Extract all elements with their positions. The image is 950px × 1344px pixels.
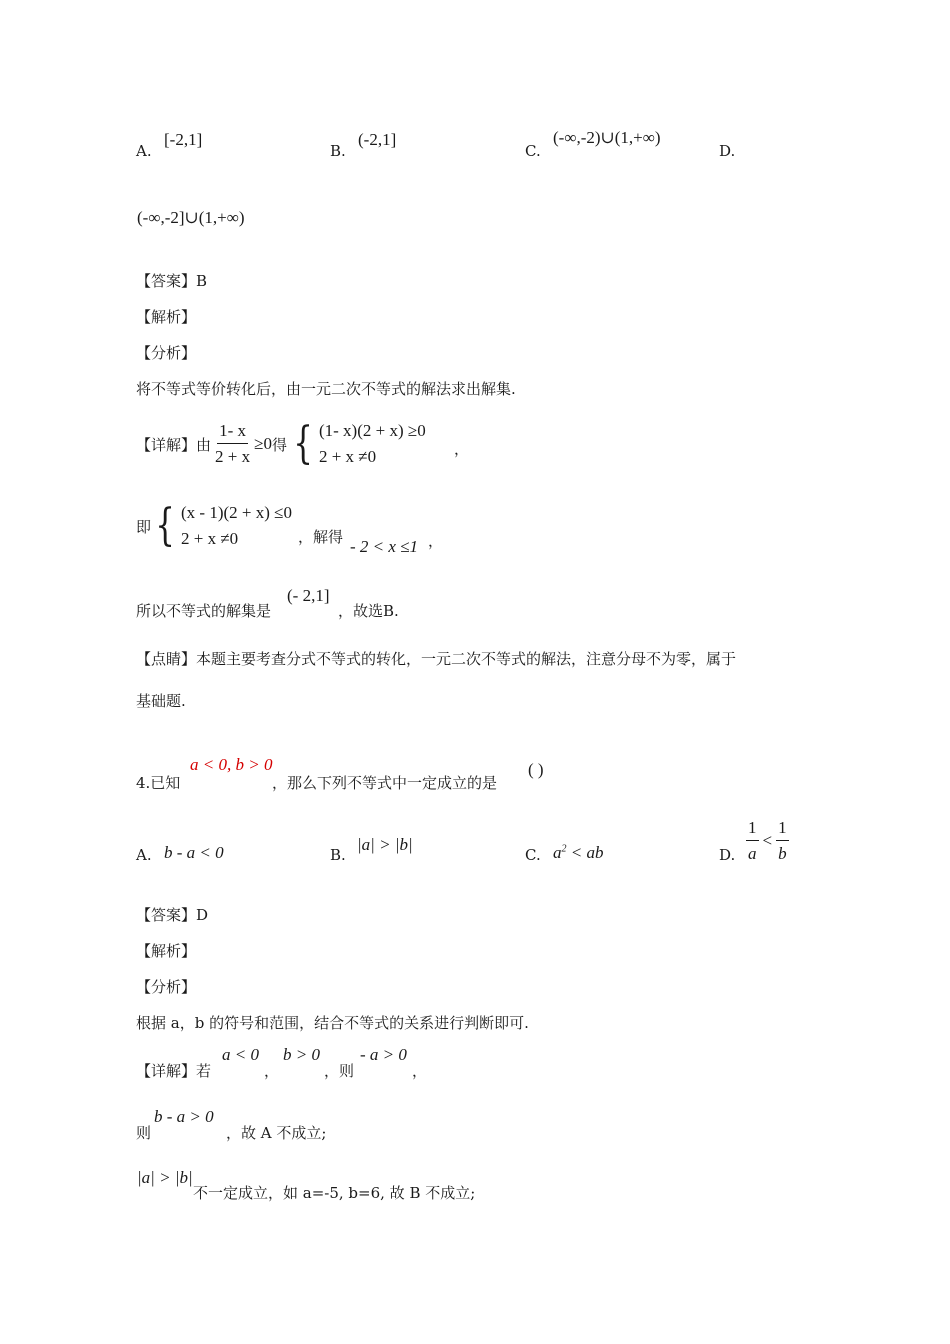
q3-ji-line	[136, 500, 292, 552]
q3-option-a-value: [-2,1]	[164, 130, 203, 149]
q4-option-b-value: |a| > |b|	[357, 835, 413, 854]
q4-detail-label: 【详解】若	[136, 1062, 212, 1080]
q3-detail-frac-den: 2 + x	[215, 447, 251, 466]
q4-stem-paren: ( )	[528, 760, 544, 779]
q4-option-b-label: B.	[330, 846, 346, 864]
q3-jiede-label: ，解得	[298, 528, 344, 546]
q3-ji-label: 即	[136, 517, 152, 536]
q3-detail-comma: ，	[454, 440, 470, 458]
q4-answer: 【答案】D	[136, 906, 209, 924]
q4-option-c-value	[553, 843, 603, 863]
q4-option-d-frac1	[746, 818, 759, 863]
q4-detail-neg-a: - a > 0	[360, 1045, 407, 1064]
q3-detail-label: 【详解】由	[136, 435, 212, 454]
q3-comment-line2: 基础题.	[136, 692, 186, 710]
q4-stem-condition: a < 0, b > 0	[190, 755, 273, 774]
q3-jiede-value: - 2 < x ≤1	[350, 537, 419, 556]
q4-detail-ze: ，则	[324, 1062, 355, 1080]
q3-comment-line1: 【点睛】本题主要考查分式不等式的转化，一元二次不等式的解法，注意分母不为零，属于	[136, 650, 737, 668]
q3-solution-prefix: 所以不等式的解集是	[136, 602, 272, 620]
q3-ji-line1: (x - 1)(2 + x) ≤0	[181, 503, 292, 522]
q3-option-a-label: A.	[136, 142, 152, 160]
q4-fenxi-heading: 【分析】	[136, 978, 197, 996]
q4-option-d-value	[746, 818, 789, 863]
q4-fenxi-text: 根据 a，b 的符号和范围，结合不等式的关系进行判断即可.	[136, 1014, 529, 1032]
q4-line2-suffix: ，故 A 不成立;	[226, 1124, 327, 1142]
q4-analysis-heading: 【解析】	[136, 942, 197, 960]
q4-line3-suffix: 不一定成立，如 a=-5, b=6, 故 B 不成立;	[193, 1184, 476, 1202]
q4-option-a-label: A.	[136, 846, 152, 864]
q3-analysis-heading: 【解析】	[136, 308, 197, 326]
q3-fenxi-heading: 【分析】	[136, 344, 197, 362]
q3-solution-value: (- 2,1]	[287, 586, 330, 605]
q3-detail-system	[289, 418, 426, 470]
q4-option-c-rest: < ab	[566, 843, 604, 862]
q4-detail-comma2: ，	[412, 1062, 428, 1080]
q3-jiede-end: ，	[428, 532, 444, 550]
q4-detail-a: a < 0	[222, 1045, 259, 1064]
q4-detail-comma1: ，	[264, 1062, 280, 1080]
q4-option-d-num1: 1	[746, 818, 759, 841]
q4-option-d-den2: b	[778, 843, 787, 863]
q3-ji-line2: 2 + x ≠0	[181, 529, 239, 548]
q3-option-d-label: D.	[719, 142, 736, 160]
q4-option-c-base: a	[553, 843, 562, 862]
q3-option-d-value: (-∞,-2]∪(1,+∞)	[137, 208, 245, 227]
q3-option-c-label: C.	[525, 142, 541, 160]
q3-ji-brace: {	[155, 500, 175, 551]
q4-line3-expr: |a| > |b|	[137, 1168, 193, 1187]
q3-fenxi-text: 将不等式等价转化后，由一元二次不等式的解法求出解集.	[136, 380, 516, 398]
q4-option-d-frac2	[776, 818, 789, 863]
q4-option-d-num2: 1	[776, 818, 789, 841]
q4-line2-expr: b - a > 0	[154, 1107, 214, 1126]
q3-detail-de: 得	[271, 435, 287, 454]
q4-option-a-value: b - a < 0	[164, 843, 224, 862]
q3-detail-line	[136, 418, 426, 470]
q3-system-brace: {	[293, 418, 313, 469]
q4-option-d-label: D.	[719, 846, 736, 864]
q4-stem-prefix: 4.已知	[136, 774, 181, 792]
q3-option-b-label: B.	[330, 142, 346, 160]
q3-option-c-value: (-∞,-2)∪(1,+∞)	[553, 128, 661, 147]
q3-system-line2: 2 + x ≠0	[318, 447, 377, 466]
q3-ji-system	[151, 500, 292, 552]
q4-option-d-op: <	[762, 830, 773, 850]
q3-answer: 【答案】B	[136, 272, 208, 290]
q4-option-c-sup: 2	[561, 843, 567, 855]
q4-option-c-label: C.	[525, 846, 541, 864]
q3-detail-frac-num: 1- x	[217, 421, 248, 444]
q4-option-d-den1: a	[748, 843, 757, 863]
q3-detail-fraction	[215, 421, 250, 466]
q3-option-b-value: (-2,1]	[358, 130, 397, 149]
q4-detail-b: b > 0	[283, 1045, 320, 1064]
q4-line2-ze: 则	[136, 1124, 152, 1142]
q4-stem-suffix: ，那么下列不等式中一定成立的是	[272, 774, 498, 792]
q3-detail-geq: ≥0	[254, 434, 272, 453]
q3-system-line1: (1- x)(2 + x) ≥0	[318, 421, 426, 440]
q3-solution-suffix: ，故选B.	[338, 602, 399, 620]
